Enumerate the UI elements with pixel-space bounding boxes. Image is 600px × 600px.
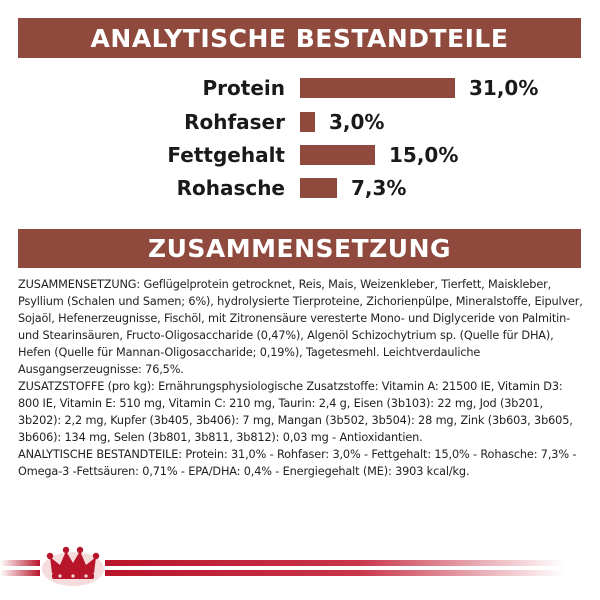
nutrient-label: Protein <box>202 76 285 100</box>
analytic-constituents-banner: ANALYTISCHE BESTANDTEILE <box>18 18 581 58</box>
nutrient-value: 7,3% <box>351 176 407 200</box>
footer-stripe-right <box>105 560 565 566</box>
nutrient-label: Rohfaser <box>184 110 285 134</box>
composition-paragraph: ZUSAMMENSETZUNG: Geflügelprotein getrocknet, Reis, Mais, Weizenkleber, Tierfett, Maiskleber, Psyllium (Schalen und Samen; 6%), hydrolysierte Tierproteine, Zichorienpülpe, Mineralstoffe, Eipulver, Sojaöl, Hefenerzeugnisse, Fischöl, mit Zitronensäure veresterte Mono- und Diglyceride von Palmitin- und Stearinsäuren, Fructo-Oligosaccharide (0,47%), Algenöl Schizochytrium sp. (Quelle für DHA), Hefen (Quelle für Mannan-Oligosaccharide; 0,19%), Tagetesmehl. Leichtverdauliche Ausgangserzeugnisse: 76,5%. <box>18 278 583 376</box>
footer-stripe-right-lower <box>105 570 565 576</box>
footer-stripe-left-lower <box>0 570 40 576</box>
nutrient-label: Rohasche <box>176 176 285 200</box>
nutrient-value: 31,0% <box>469 76 539 100</box>
composition-banner: ZUSAMMENSETZUNG <box>18 229 581 268</box>
royal-canin-crown-logo <box>40 543 106 587</box>
analytic-paragraph: ANALYTISCHE BESTANDTEILE: Protein: 31,0% - Rohfaser: 3,0% - Fettgehalt: 15,0% - Rohasche: 7,3% - Omega-3 -Fettsäuren: 0,71% - EPA/DHA: 0,4% - Energiegehalt (ME): 3903 kcal/kg. <box>18 448 577 478</box>
nutrient-bar <box>300 112 315 132</box>
nutrient-label: Fettgehalt <box>167 143 285 167</box>
nutrient-value: 3,0% <box>329 110 385 134</box>
nutrient-bar <box>300 178 337 198</box>
additives-paragraph: ZUSATZSTOFFE (pro kg): Ernährungsphysiologische Zusatzstoffe: Vitamin A: 21500 IE, Vitamin D3: 800 IE, Vitamin E: 510 mg, Vitamin C: 210 mg, Taurin: 2,4 g, Eisen (3b103): 22 mg, Jod (3b201, 3b202): 2,2 mg, Kupfer (3b405, 3b406): 7 mg, Mangan (3b502, 3b504): 28 mg, Zink (3b603, 3b605, 3b606): 134 mg, Selen (3b801, 3b811, 3b812): 0,03 mg - Antioxidantien. <box>18 380 573 444</box>
nutrient-value: 15,0% <box>389 143 459 167</box>
footer-stripe-left <box>0 560 40 566</box>
nutrient-bar <box>300 145 375 165</box>
composition-text <box>18 276 586 480</box>
nutrient-bar <box>300 78 455 98</box>
